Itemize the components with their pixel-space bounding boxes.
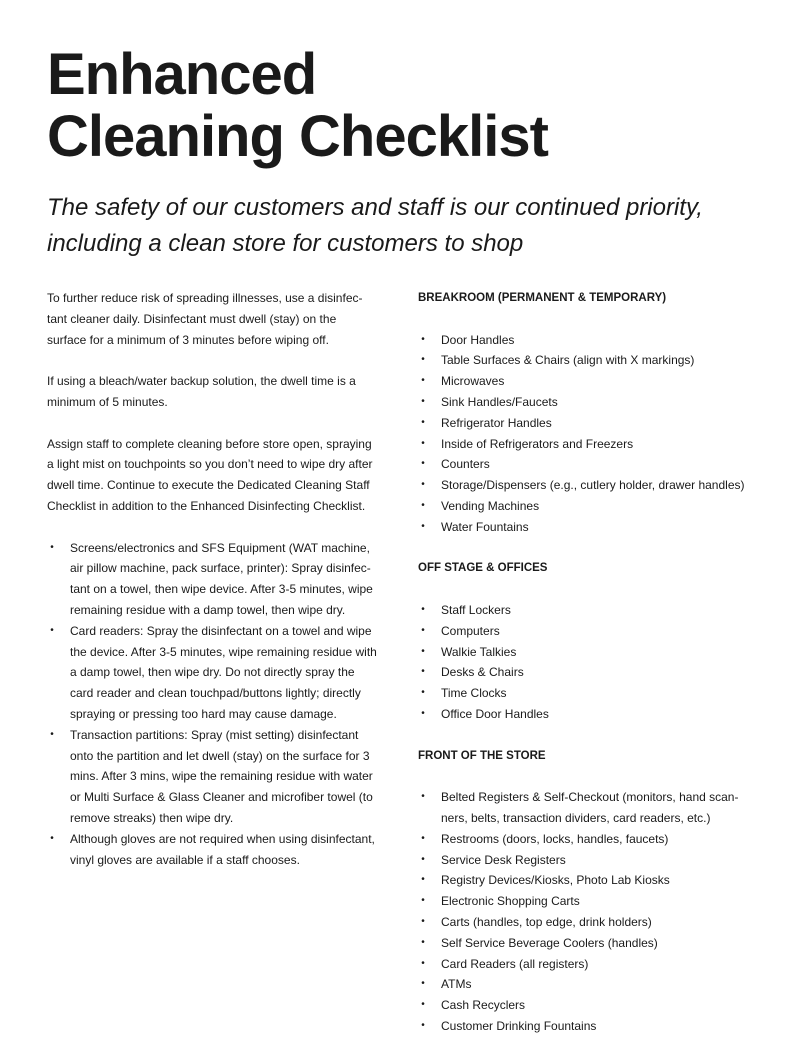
bullet-icon: • (50, 541, 54, 553)
bullet-icon: • (421, 707, 425, 719)
bullet-icon: • (421, 354, 425, 366)
checklist-item (418, 475, 753, 496)
checklist-item (418, 662, 753, 683)
checklist-item-text: Customer Drinking Fountains (441, 1018, 597, 1033)
procedure-item-gloves (47, 829, 377, 871)
checklist-item-text: Refrigerator Handles (441, 415, 552, 430)
subtitle-line-1: The safety of our customers and staff is our continued priority, (47, 194, 703, 221)
bullet-icon: • (421, 395, 425, 407)
bullet-icon: • (421, 874, 425, 886)
checklist-item-text: Carts (handles, top edge, drink holders) (441, 914, 652, 929)
checklist-item-text: Service Desk Registers (441, 852, 566, 867)
procedure-item-screens (47, 538, 377, 621)
bullet-icon: • (421, 416, 425, 428)
checklist-item (418, 413, 753, 434)
bullet-icon: • (421, 915, 425, 927)
intro-paragraph: To further reduce risk of spreading illnesses, use a disinfec-tant cleaner daily. Disinfectant must dwell (stay) on the surface for a minimum of 3 minutes before wiping off. (47, 291, 363, 347)
checklist (418, 600, 753, 725)
checklist-item-text: Water Fountains (441, 519, 529, 534)
procedure-text: Transaction partitions: Spray (mist setting) disinfectant onto the partition and let dwell (stay) on the surface for 3 mins. After 3 mins, wipe the remaining residue with water or Multi Surface & Glass Cleaner and microfiber towel (to remove streaks) then wipe dry. (70, 727, 373, 825)
procedure-item-card-readers (47, 621, 377, 725)
checklist-item-text: Electronic Shopping Carts (441, 894, 580, 909)
checklist-item-text: Microwaves (441, 374, 505, 389)
checklist-item-text: Restrooms (doors, locks, handles, faucets) (441, 831, 669, 846)
checklist-item-text: Staff Lockers (441, 602, 511, 617)
checklist-item (418, 829, 753, 850)
checklist-item (418, 330, 753, 351)
checklist-item (418, 704, 753, 725)
section-off-stage (418, 558, 753, 724)
procedure-text: Screens/electronics and SFS Equipment (WAT machine, air pillow machine, pack surface, printer): Spray disinfec-tant on a towel, then wipe device. After 3-5 minutes, wipe remaining residue with a damp towel, then wipe dry. (70, 540, 373, 617)
bullet-icon: • (421, 791, 425, 803)
section-heading: BREAKROOM (PERMANENT & TEMPORARY) (418, 292, 667, 304)
checklist-item (418, 870, 753, 891)
right-column (418, 288, 753, 1057)
bullet-icon: • (421, 645, 425, 657)
checklist-item-text: Door Handles (441, 332, 515, 347)
checklist-item-text: ATMs (441, 977, 472, 992)
checklist-item-text: Counters (441, 457, 490, 472)
checklist-item-text: Registry Devices/Kiosks, Photo Lab Kiosks (441, 873, 670, 888)
checklist-item (418, 350, 753, 371)
checklist-item-text: Time Clocks (441, 686, 507, 701)
checklist-item (418, 454, 753, 475)
checklist-item (418, 912, 753, 933)
section-breakroom (418, 288, 753, 538)
title-line-2: Cleaning Checklist (47, 104, 548, 169)
checklist-item-text: Office Door Handles (441, 706, 549, 721)
checklist-item (418, 517, 753, 538)
checklist (418, 787, 753, 1037)
section-heading: FRONT OF THE STORE (418, 749, 546, 762)
title-line-1: Enhanced (47, 42, 317, 107)
checklist-item (418, 933, 753, 954)
bullet-icon: • (50, 832, 54, 844)
checklist-item (418, 621, 753, 642)
checklist-item (418, 974, 753, 995)
bullet-icon: • (421, 479, 425, 491)
bullet-icon: • (421, 853, 425, 865)
checklist-item (418, 995, 753, 1016)
bullet-icon: • (421, 999, 425, 1011)
checklist-item (418, 954, 753, 975)
left-column (47, 288, 377, 870)
checklist-item (418, 683, 753, 704)
bullet-icon: • (421, 520, 425, 532)
checklist-item-text: Belted Registers & Self-Checkout (monitors, hand scan-ners, belts, transaction dividers, card readers, etc.) (441, 790, 739, 825)
bullet-icon: • (421, 624, 425, 636)
bullet-icon: • (421, 687, 425, 699)
bleach-paragraph: If using a bleach/water backup solution, the dwell time is a minimum of 5 minutes. (47, 374, 356, 409)
checklist-item (418, 371, 753, 392)
bullet-icon: • (421, 978, 425, 990)
bullet-icon: • (421, 375, 425, 387)
checklist-item-text: Desks & Chairs (441, 665, 524, 680)
bullet-icon: • (421, 936, 425, 948)
checklist-item (418, 642, 753, 663)
subtitle-line-2: including a clean store for customers to shop (47, 230, 524, 257)
page-subtitle (47, 190, 757, 262)
assign-staff-paragraph: Assign staff to complete cleaning before store open, spraying a light mist on touchpoints so you don’t need to wipe dry after dwell time. Continue to execute the Dedicated Cleaning Staff Checklist in addition to the Enhanced Disinfecting Checklist. (47, 436, 373, 513)
bullet-icon: • (421, 666, 425, 678)
checklist-item (418, 496, 753, 517)
bullet-icon: • (421, 1019, 425, 1031)
checklist-item-text: Computers (441, 623, 500, 638)
page-title (47, 44, 548, 168)
bullet-icon: • (421, 603, 425, 615)
bullet-icon: • (421, 437, 425, 449)
bullet-icon: • (421, 333, 425, 345)
bullet-icon: • (421, 832, 425, 844)
bullet-icon: • (50, 624, 54, 636)
checklist-item (418, 891, 753, 912)
bullet-icon: • (421, 458, 425, 470)
bullet-icon: • (421, 499, 425, 511)
procedure-item-partitions (47, 725, 377, 829)
checklist-item (418, 600, 753, 621)
procedure-list (47, 538, 377, 871)
checklist-item-text: Inside of Refrigerators and Freezers (441, 436, 634, 451)
checklist-item (418, 850, 753, 871)
checklist-item-text: Table Surfaces & Chairs (align with X markings) (441, 353, 695, 368)
checklist-item (418, 787, 753, 829)
checklist-item (418, 434, 753, 455)
procedure-text: Card readers: Spray the disinfectant on a towel and wipe the device. After 3-5 minutes, wipe remaining residue with a damp towel, then wipe dry. Do not directly spray the card reader and clean touchpad/buttons lightly; directly spraying or pressing too hard may cause damage. (70, 623, 377, 721)
checklist-item-text: Card Readers (all registers) (441, 956, 589, 971)
checklist (418, 330, 753, 538)
section-front-of-store (418, 746, 753, 1037)
bullet-icon: • (50, 728, 54, 740)
checklist-item (418, 1016, 753, 1037)
checklist-item-text: Sink Handles/Faucets (441, 394, 558, 409)
checklist-item-text: Vending Machines (441, 498, 540, 513)
checklist-item (418, 392, 753, 413)
checklist-item-text: Storage/Dispensers (e.g., cutlery holder, drawer handles) (441, 478, 745, 493)
checklist-item-text: Walkie Talkies (441, 644, 517, 659)
bullet-icon: • (421, 895, 425, 907)
bullet-icon: • (421, 957, 425, 969)
checklist-item-text: Self Service Beverage Coolers (handles) (441, 935, 658, 950)
procedure-text: Although gloves are not required when using disinfectant, vinyl gloves are available if a staff chooses. (70, 831, 375, 867)
section-heading: OFF STAGE & OFFICES (418, 562, 548, 575)
checklist-item-text: Cash Recyclers (441, 998, 526, 1013)
